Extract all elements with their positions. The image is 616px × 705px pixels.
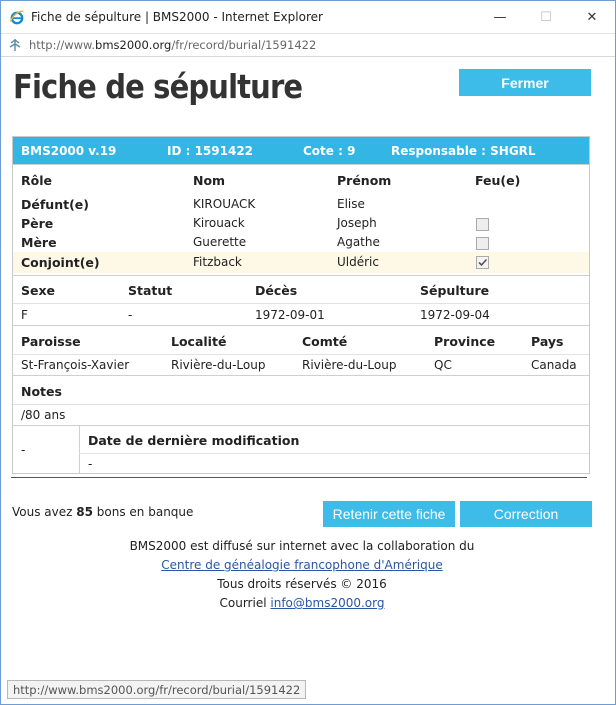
col-sepulture: Sépulture	[420, 283, 490, 298]
record-id: ID : 1591422	[167, 143, 254, 158]
internet-explorer-icon	[9, 9, 25, 25]
footer-copyright: Tous droits réservés © 2016	[217, 577, 387, 591]
person-role: Mère	[21, 235, 57, 250]
province-value: QC	[434, 358, 452, 372]
modif-date-value: -	[88, 457, 93, 471]
address-domain: bms2000.org	[95, 38, 172, 52]
sepulture-value: 1972-09-04	[420, 308, 490, 322]
record-cote: Cote : 9	[303, 143, 356, 158]
checkbox-checked-icon	[476, 256, 489, 269]
close-button[interactable]: Fermer	[459, 69, 591, 96]
col-prenom: Prénom	[337, 173, 392, 188]
feu-checkbox[interactable]	[476, 256, 489, 272]
modif-label: Date de dernière modification	[88, 433, 300, 448]
pays-value: Canada	[531, 358, 577, 372]
person-role: Défunt(e)	[21, 197, 89, 212]
col-deces: Décès	[255, 283, 298, 298]
bank-prefix: Vous avez	[12, 505, 73, 519]
modif-left-value: -	[21, 443, 26, 457]
record-version: BMS2000 v.19	[21, 143, 117, 158]
notes-label: Notes	[21, 384, 62, 399]
feu-checkbox[interactable]	[476, 237, 489, 253]
person-prenom: Agathe	[337, 235, 380, 249]
bank-count: 85	[76, 505, 93, 519]
deces-value: 1972-09-01	[255, 308, 325, 322]
person-nom: Kirouack	[193, 216, 245, 230]
address-path: /fr/record/burial/1591422	[171, 38, 317, 52]
page-title: Fiche de sépulture	[13, 67, 303, 106]
col-feu: Feu(e)	[475, 173, 521, 188]
footer-line1: BMS2000 est diffusé sur internet avec la collaboration du	[129, 539, 475, 553]
record-header	[13, 137, 589, 164]
checkbox-unchecked-icon	[476, 218, 489, 231]
person-role: Père	[21, 216, 54, 231]
retain-record-button[interactable]: Retenir cette fiche	[323, 501, 455, 527]
person-nom: KIROUACK	[193, 197, 256, 211]
person-nom: Guerette	[193, 235, 247, 249]
col-role: Rôle	[21, 173, 52, 188]
minimize-button[interactable]: —	[493, 9, 507, 25]
address-prefix: http://www.	[29, 38, 96, 52]
person-prenom: Elise	[337, 197, 365, 211]
col-sexe: Sexe	[21, 283, 56, 298]
footer	[11, 537, 593, 613]
col-pays: Pays	[531, 334, 564, 349]
person-prenom: Uldéric	[337, 255, 379, 269]
vital-section	[13, 275, 589, 325]
col-paroisse: Paroisse	[21, 334, 81, 349]
notes-value: /80 ans	[21, 408, 66, 422]
col-nom: Nom	[193, 173, 226, 188]
address-url[interactable]	[29, 38, 316, 52]
people-header-row	[13, 165, 589, 195]
courriel-label: Courriel	[219, 596, 267, 610]
statut-value: -	[128, 308, 133, 322]
people-row-pere	[13, 214, 589, 233]
email-link[interactable]: info@bms2000.org	[270, 596, 385, 610]
comte-value: Rivière-du-Loup	[302, 358, 397, 372]
address-bar[interactable]	[1, 33, 615, 57]
modification-section	[13, 425, 589, 473]
maximize-button[interactable]: ☐	[540, 9, 552, 25]
person-role: Conjoint(e)	[21, 255, 100, 270]
person-nom: Fitzback	[193, 255, 242, 269]
notes-section	[13, 375, 589, 425]
sexe-value: F	[21, 308, 28, 322]
bank-balance	[12, 505, 193, 519]
col-localite: Localité	[171, 334, 227, 349]
localite-value: Rivière-du-Loup	[171, 358, 266, 372]
paroisse-value: St-François-Xavier	[21, 358, 130, 372]
bank-suffix: bons en banque	[96, 505, 194, 519]
divider	[11, 477, 587, 478]
record-responsable: Responsable : SHGRL	[391, 143, 536, 158]
col-statut: Statut	[128, 283, 173, 298]
record-card	[12, 136, 590, 474]
title-bar	[1, 1, 615, 33]
people-row-conjoint	[13, 252, 589, 273]
people-row-defunt	[13, 195, 589, 214]
window-title: Fiche de sépulture | BMS2000 - Internet Explorer	[31, 10, 323, 24]
feu-checkbox[interactable]	[476, 218, 489, 234]
people-section	[13, 164, 589, 275]
checkbox-unchecked-icon	[476, 237, 489, 250]
people-row-mere	[13, 233, 589, 252]
place-section	[13, 325, 589, 375]
col-comte: Comté	[302, 334, 348, 349]
person-prenom: Joseph	[337, 216, 377, 230]
col-province: Province	[434, 334, 496, 349]
cgfa-link[interactable]: Centre de généalogie francophone d'Amérique	[161, 558, 443, 572]
page-favicon-icon	[7, 37, 23, 53]
correction-button[interactable]: Correction	[460, 501, 592, 527]
status-bar: http://www.bms2000.org/fr/record/burial/1591422	[7, 680, 306, 699]
close-window-button[interactable]: ✕	[586, 9, 598, 25]
